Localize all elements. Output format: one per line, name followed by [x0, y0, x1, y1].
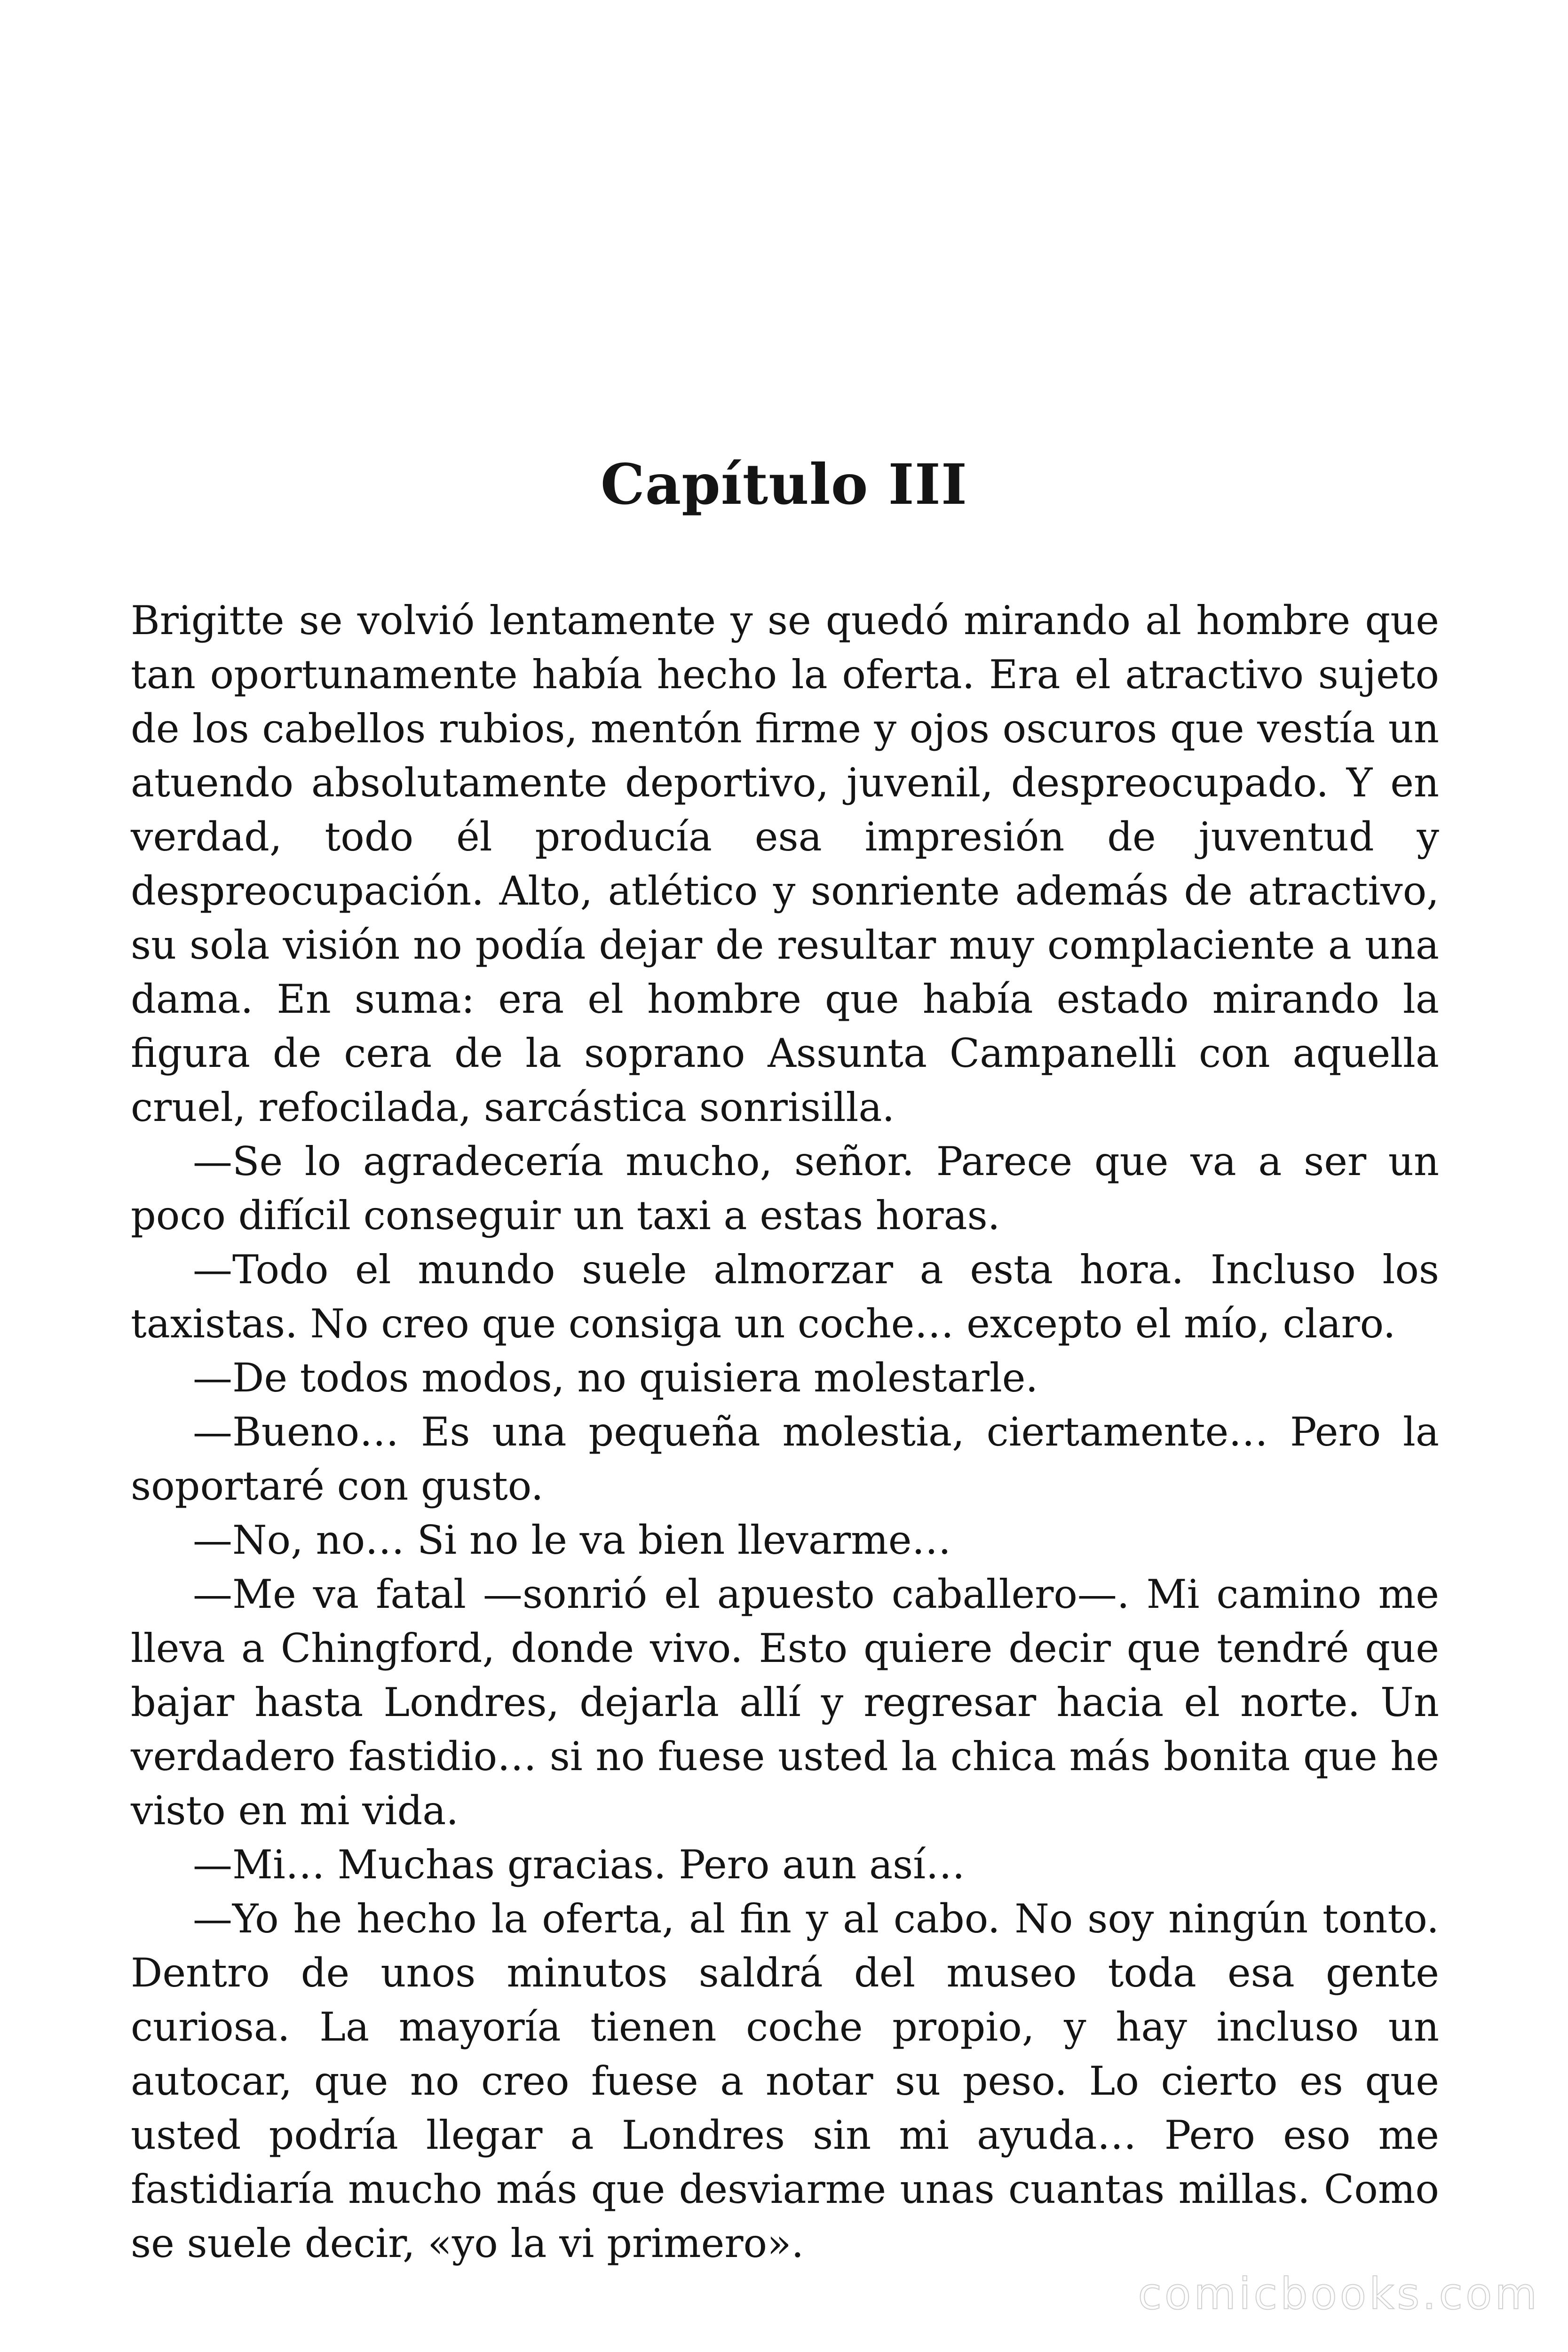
paragraph: —Se lo agradecería mucho, señor. Parece que va a ser un poco difícil conseguir un taxi a estas horas.	[131, 1138, 1439, 1239]
paragraph: —Bueno… Es una pequeña molestia, ciertamente… Pero la soportaré con gusto.	[131, 1409, 1439, 1509]
paragraph: —De todos modos, no quisiera molestarle.	[193, 1355, 1038, 1401]
paragraph: —Me va fatal —sonrió el apuesto caballero—. Mi camino me lleva a Chingford, donde vivo. Esto quiere decir que tendré que bajar hasta Londres, dejarla allí y regresar hacia el norte. Un verdadero fastidio… si no fuese usted la chica más bonita que he visto en mi vida.	[131, 1571, 1439, 1834]
paragraph: Brigitte se volvió lentamente y se quedó mirando al hombre que tan oportunamente había hecho la oferta. Era el atractivo sujeto de los cabellos rubios, mentón firme y ojos oscuros que vestía un atuendo absolutamente deportivo, juvenil, despreocupado. Y en verdad, todo él producía esa impresión de juventud y despreocupación. Alto, atlético y sonriente además de atractivo, su sola visión no podía dejar de resultar muy complaciente a una dama. En suma: era el hombre que había estado mirando la figura de cera de la soprano Assunta Campanelli con aquella cruel, refocilada, sarcástica sonrisilla.	[131, 597, 1439, 1130]
chapter-title: Capítulo III	[600, 452, 968, 517]
paragraph: —Yo he hecho la oferta, al fin y al cabo. No soy ningún tonto. Dentro de unos minutos saldrá del museo toda esa gente curiosa. La mayoría tienen coche propio, y hay incluso un autocar, que no creo fuese a notar su peso. Lo cierto es que usted podría llegar a Londres sin mi ayuda… Pero eso me fastidiaría mucho más que desviarme unas cuantas millas. Como se suele decir, «yo la vi primero».	[131, 1896, 1439, 2266]
paragraph: —Todo el mundo suele almorzar a esta hora. Incluso los taxistas. No creo que consiga un coche… excepto el mío, claro.	[131, 1247, 1439, 1347]
watermark: comicbooks.com	[1138, 2269, 1540, 2319]
chapter-body	[131, 594, 1439, 2271]
paragraph: —No, no… Si no le va bien llevarme…	[193, 1517, 951, 1563]
paragraph: —Mi… Muchas gracias. Pero aun así…	[193, 1842, 966, 1888]
